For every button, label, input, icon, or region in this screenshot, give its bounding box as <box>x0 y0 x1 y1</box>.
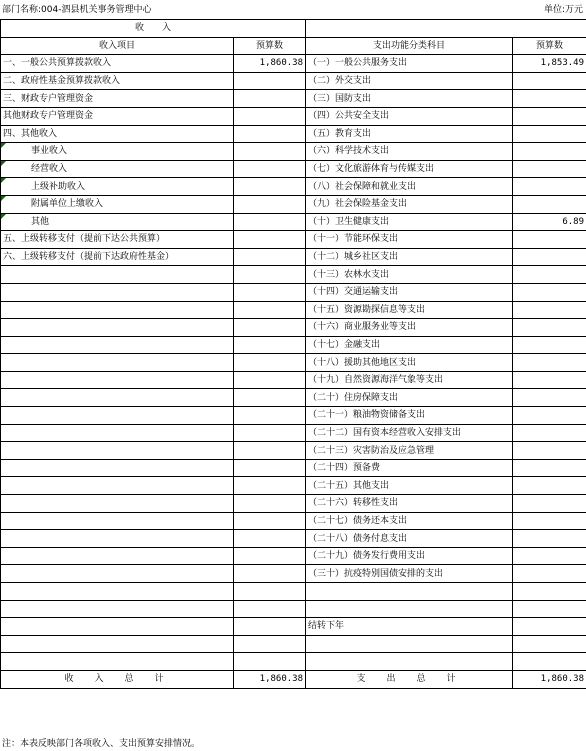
table-row <box>1 354 586 372</box>
income-amount-cell <box>234 143 306 161</box>
expense-item-cell: （四）公共安全支出 <box>306 107 513 125</box>
table-row <box>1 143 586 161</box>
income-item-cell <box>1 583 234 601</box>
expense-item-cell: （七）文化旅游体育与传媒支出 <box>306 160 513 178</box>
expense-item-cell <box>306 600 513 618</box>
expense-item-cell: （六）科学技术支出 <box>306 143 513 161</box>
income-amount-cell <box>234 72 306 90</box>
income-amount-cell <box>234 635 306 653</box>
income-amount-cell <box>234 336 306 354</box>
table-row <box>1 336 586 354</box>
income-amount-cell <box>234 354 306 372</box>
table-row <box>1 371 586 389</box>
expense-amount-cell <box>513 618 586 636</box>
income-item-cell <box>1 530 234 548</box>
income-item-cell <box>1 653 234 671</box>
expense-amount-cell: 6.89 <box>513 213 586 231</box>
income-amount-cell <box>234 424 306 442</box>
expense-amount-cell <box>513 160 586 178</box>
income-amount-cell <box>234 231 306 249</box>
expense-item-cell: （十九）自然资源海洋气象等支出 <box>306 371 513 389</box>
expense-item-cell <box>306 653 513 671</box>
income-item-cell: 六、上级转移支付（提前下达政府性基金） <box>1 248 234 266</box>
expense-item-cell: （十二）城乡社区支出 <box>306 248 513 266</box>
income-item-cell <box>1 424 234 442</box>
income-amount-cell <box>234 195 306 213</box>
department-name: 部门名称:004-泗县机关事务管理中心 <box>2 5 152 15</box>
expense-item-cell: （二十二）国有资本经营收入安排支出 <box>306 424 513 442</box>
income-amount-cell <box>234 495 306 513</box>
expense-amount-cell <box>513 371 586 389</box>
income-item-cell <box>1 283 234 301</box>
income-amount-cell <box>234 90 306 108</box>
income-group-header: 收 入 <box>1 20 306 38</box>
income-amount-cell <box>234 178 306 196</box>
income-item-cell: 一、一般公共预算拨款收入 <box>1 55 234 73</box>
table-row <box>1 125 586 143</box>
expense-item-cell: （十）卫生健康支出 <box>306 213 513 231</box>
income-item-header: 收入项目 <box>1 37 234 55</box>
expense-amount-cell <box>513 635 586 653</box>
table-row <box>1 565 586 583</box>
income-amount-cell <box>234 583 306 601</box>
table-row <box>1 231 586 249</box>
expense-amount-cell <box>513 407 586 425</box>
income-item-cell <box>1 389 234 407</box>
income-amount-cell <box>234 407 306 425</box>
expense-item-cell: （十四）交通运输支出 <box>306 283 513 301</box>
expense-amount-cell <box>513 319 586 337</box>
group-header-row <box>1 20 586 38</box>
table-row <box>1 72 586 90</box>
income-item-cell: 二、政府性基金预算拨款收入 <box>1 72 234 90</box>
expense-item-cell: （二）外交支出 <box>306 72 513 90</box>
income-amount-cell <box>234 600 306 618</box>
income-amount-cell <box>234 213 306 231</box>
totals-row <box>1 670 586 688</box>
expense-amount-cell <box>513 600 586 618</box>
income-item-cell <box>1 495 234 513</box>
income-item-cell <box>1 442 234 460</box>
income-total-label: 收 入 总 计 <box>1 670 234 688</box>
expense-amount-cell <box>513 442 586 460</box>
income-amount-header: 预算数 <box>234 37 306 55</box>
income-amount-cell: 1,860.38 <box>234 55 306 73</box>
expense-amount-cell <box>513 248 586 266</box>
income-amount-cell <box>234 160 306 178</box>
income-item-cell <box>1 266 234 284</box>
table-row <box>1 600 586 618</box>
expense-item-cell <box>306 635 513 653</box>
expense-amount-cell <box>513 301 586 319</box>
expense-item-cell: （十七）金融支出 <box>306 336 513 354</box>
income-amount-cell <box>234 389 306 407</box>
income-amount-cell <box>234 653 306 671</box>
expense-item-cell: （二十五）其他支出 <box>306 477 513 495</box>
income-amount-cell <box>234 371 306 389</box>
expense-item-cell: （二十）住房保障支出 <box>306 389 513 407</box>
expense-amount-cell <box>513 125 586 143</box>
income-item-cell <box>1 407 234 425</box>
expense-item-cell: （十六）商业服务业等支出 <box>306 319 513 337</box>
income-item-cell <box>1 512 234 530</box>
income-item-cell <box>1 618 234 636</box>
expense-amount-cell <box>513 336 586 354</box>
income-item-cell <box>1 354 234 372</box>
table-row <box>1 283 586 301</box>
income-item-cell <box>1 565 234 583</box>
table-row <box>1 160 586 178</box>
expense-item-cell: （八）社会保障和就业支出 <box>306 178 513 196</box>
table-row <box>1 530 586 548</box>
expense-item-cell: （三十）抗疫特别国债安排的支出 <box>306 565 513 583</box>
column-header-row <box>1 37 586 55</box>
income-amount-cell <box>234 565 306 583</box>
expense-item-cell: （二十七）债务还本支出 <box>306 512 513 530</box>
expense-amount-cell <box>513 477 586 495</box>
income-amount-cell <box>234 512 306 530</box>
income-item-cell <box>1 459 234 477</box>
income-item-cell <box>1 635 234 653</box>
expense-amount-cell <box>513 512 586 530</box>
expense-item-cell: （十三）农林水支出 <box>306 266 513 284</box>
expense-amount-cell <box>513 459 586 477</box>
table-row <box>1 635 586 653</box>
expense-amount-cell <box>513 583 586 601</box>
income-item-cell: 上级补助收入 <box>1 178 234 196</box>
table-row <box>1 459 586 477</box>
expense-item-cell: （二十一）粮油物资储备支出 <box>306 407 513 425</box>
income-item-cell: 经营收入 <box>1 160 234 178</box>
table-row <box>1 583 586 601</box>
table-row <box>1 266 586 284</box>
expense-item-cell: （二十八）债务付息支出 <box>306 530 513 548</box>
expense-amount-cell <box>513 143 586 161</box>
income-item-cell: 三、财政专户管理资金 <box>1 90 234 108</box>
expense-item-cell: （十五）资源勘探信息等支出 <box>306 301 513 319</box>
expense-amount-cell <box>513 653 586 671</box>
income-item-cell <box>1 319 234 337</box>
expense-total-amount: 1,860.38 <box>513 670 586 688</box>
income-amount-cell <box>234 301 306 319</box>
table-row <box>1 512 586 530</box>
expense-amount-cell <box>513 107 586 125</box>
table-row <box>1 319 586 337</box>
budget-table <box>0 19 586 689</box>
expense-amount-cell <box>513 424 586 442</box>
income-amount-cell <box>234 319 306 337</box>
table-row <box>1 107 586 125</box>
expense-total-label: 支 出 总 计 <box>306 670 513 688</box>
table-row <box>1 547 586 565</box>
income-amount-cell <box>234 477 306 495</box>
expense-amount-cell <box>513 178 586 196</box>
expense-amount-cell <box>513 283 586 301</box>
income-amount-cell <box>234 547 306 565</box>
income-item-cell <box>1 547 234 565</box>
income-item-cell: 附属单位上缴收入 <box>1 195 234 213</box>
table-row <box>1 213 586 231</box>
income-item-cell: 其他财政专户管理资金 <box>1 107 234 125</box>
table-row <box>1 495 586 513</box>
income-item-cell <box>1 600 234 618</box>
income-amount-cell <box>234 107 306 125</box>
expense-item-cell: （十八）援助其他地区支出 <box>306 354 513 372</box>
income-amount-cell <box>234 459 306 477</box>
expense-amount-cell <box>513 530 586 548</box>
expense-amount-cell <box>513 90 586 108</box>
income-item-cell <box>1 477 234 495</box>
table-row <box>1 389 586 407</box>
expense-item-cell: （二十六）转移性支出 <box>306 495 513 513</box>
expense-amount-cell <box>513 547 586 565</box>
income-item-cell <box>1 336 234 354</box>
table-row <box>1 653 586 671</box>
expense-amount-header: 预算数 <box>513 37 586 55</box>
expense-item-cell: （二十四）预备费 <box>306 459 513 477</box>
income-amount-cell <box>234 442 306 460</box>
income-amount-cell <box>234 248 306 266</box>
expense-amount-cell <box>513 72 586 90</box>
income-item-cell: 四、其他收入 <box>1 125 234 143</box>
expense-item-cell: （九）社会保险基金支出 <box>306 195 513 213</box>
footnote: 注：本表反映部门各项收入、支出预算安排情况。 <box>2 739 201 749</box>
expense-item-cell: （三）国防支出 <box>306 90 513 108</box>
income-amount-cell <box>234 618 306 636</box>
expense-item-cell: （十一）节能环保支出 <box>306 231 513 249</box>
expense-amount-cell <box>513 266 586 284</box>
expense-amount-cell: 1,853.49 <box>513 55 586 73</box>
table-row <box>1 248 586 266</box>
table-row <box>1 618 586 636</box>
expense-amount-cell <box>513 565 586 583</box>
expense-item-cell: （五）教育支出 <box>306 125 513 143</box>
table-row <box>1 407 586 425</box>
income-total-amount: 1,860.38 <box>234 670 306 688</box>
table-row <box>1 301 586 319</box>
income-amount-cell <box>234 530 306 548</box>
expense-amount-cell <box>513 231 586 249</box>
expense-amount-cell <box>513 195 586 213</box>
income-amount-cell <box>234 283 306 301</box>
expense-item-cell: （二十三）灾害防治及应急管理 <box>306 442 513 460</box>
unit-label: 单位:万元 <box>543 5 583 15</box>
expense-group-header <box>306 20 586 38</box>
income-amount-cell <box>234 266 306 284</box>
income-item-cell <box>1 371 234 389</box>
table-row <box>1 178 586 196</box>
table-row <box>1 195 586 213</box>
expense-item-cell <box>306 583 513 601</box>
income-item-cell: 事业收入 <box>1 143 234 161</box>
income-item-cell: 五、上级转移支付（提前下达公共预算） <box>1 231 234 249</box>
expense-amount-cell <box>513 389 586 407</box>
expense-item-cell: （二十九）债务发行费用支出 <box>306 547 513 565</box>
expense-item-header: 支出功能分类科目 <box>306 37 513 55</box>
expense-amount-cell <box>513 354 586 372</box>
table-row <box>1 55 586 73</box>
table-row <box>1 477 586 495</box>
table-row <box>1 424 586 442</box>
expense-amount-cell <box>513 495 586 513</box>
income-item-cell <box>1 301 234 319</box>
income-amount-cell <box>234 125 306 143</box>
table-row <box>1 442 586 460</box>
income-item-cell: 其他 <box>1 213 234 231</box>
table-row <box>1 90 586 108</box>
expense-item-cell: 结转下年 <box>306 618 513 636</box>
expense-item-cell: （一）一般公共服务支出 <box>306 55 513 73</box>
